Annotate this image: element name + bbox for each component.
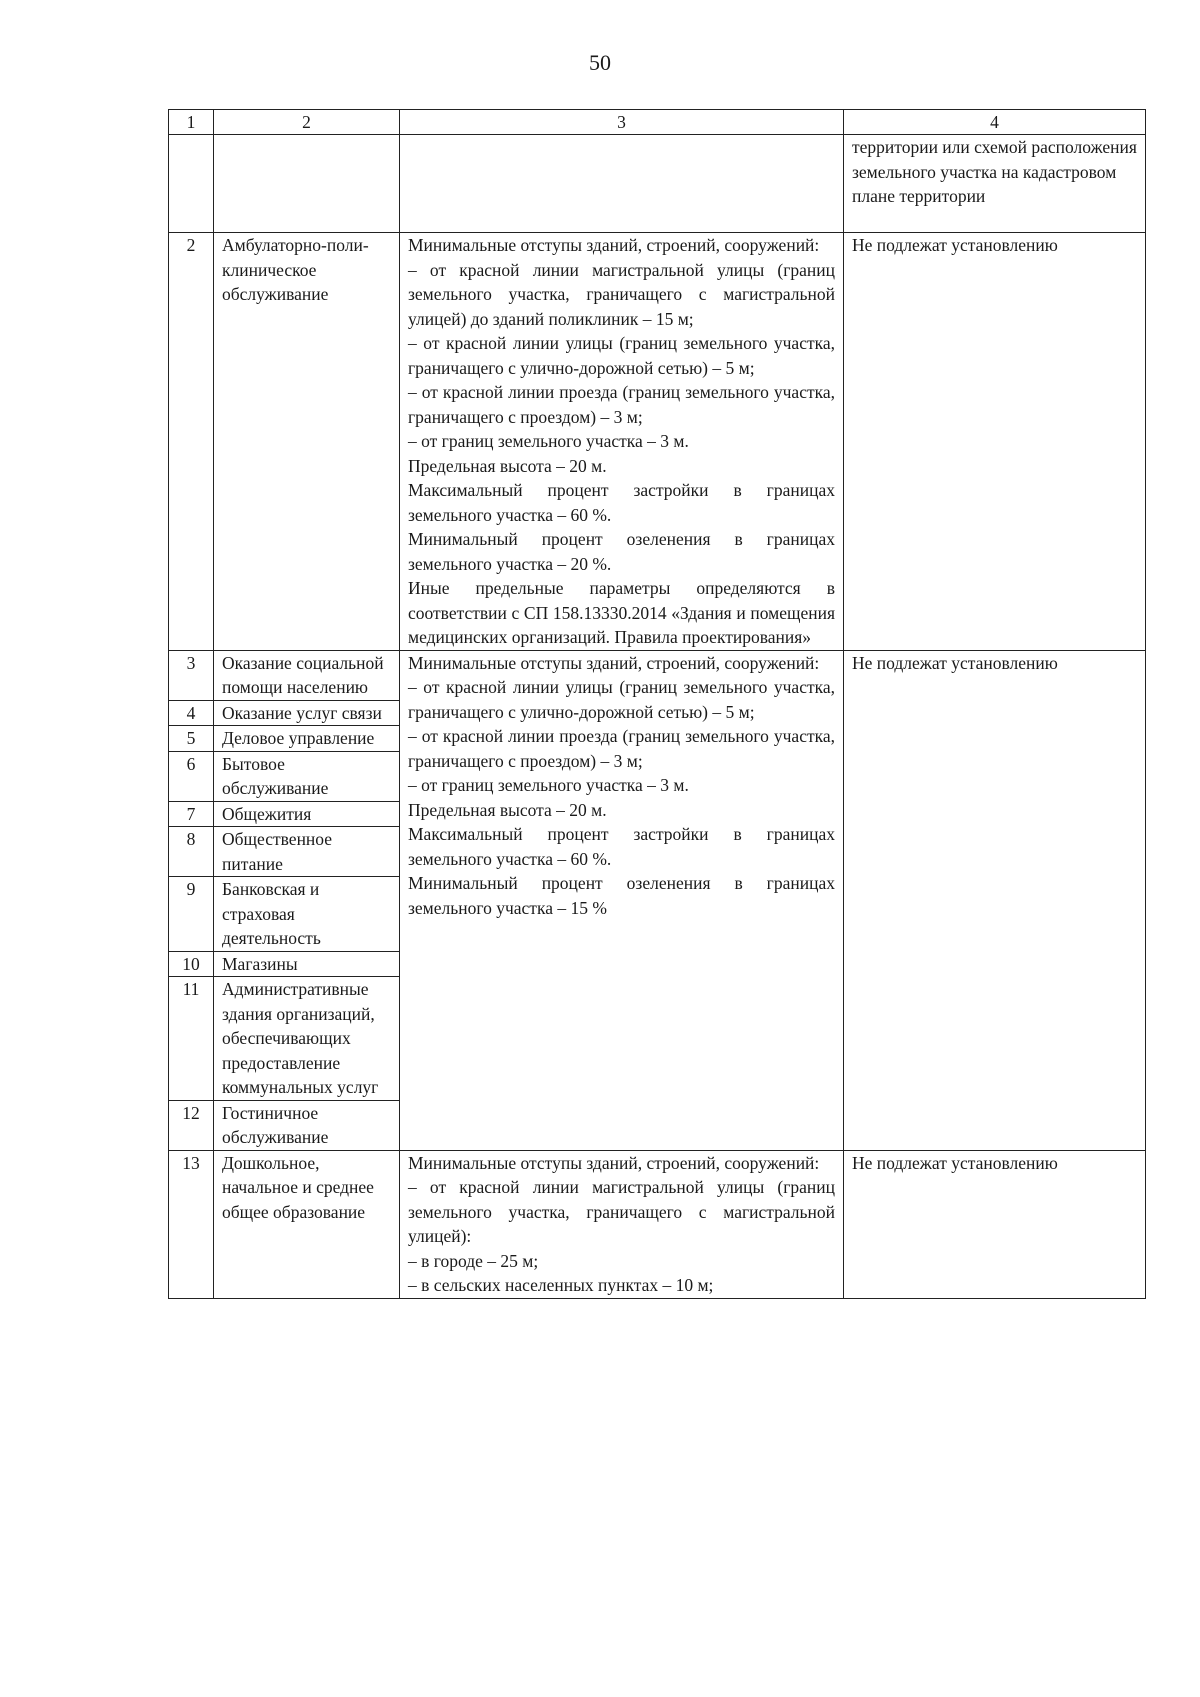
parameter-text: – в сельских населенных пунктах – 10 м; — [408, 1275, 714, 1295]
header-cell-1: 1 — [169, 110, 214, 135]
row-number: 10 — [169, 951, 214, 977]
parameter-text: Минимальный процент озеленения в границах земельного участка – 20 %. — [408, 529, 835, 574]
parameter-text: – от красной линии проезда (границ земельного участка, граничащего с проездом) – 3 м; — [408, 726, 835, 771]
restrictions-cell: Не подлежат установлению — [844, 1150, 1146, 1298]
parameter-text: Максимальный процент застройки в границах земельного участка – 60 %. — [408, 480, 835, 525]
parameters-cell — [400, 233, 844, 651]
page-number: 50 — [589, 50, 611, 75]
header-row — [169, 110, 1146, 135]
continuation-cell-params — [400, 135, 844, 233]
use-name: Банковская и страховая деятельность — [214, 877, 400, 952]
use-name: Оказание услуг связи — [214, 700, 400, 726]
parameter-text: – от красной линии магистральной улицы (границ земельного участка, граничащего с магистральной улицей) до зданий поликлиник – 15 м; — [408, 259, 835, 329]
row-number: 11 — [169, 977, 214, 1101]
continuation-row — [169, 135, 1146, 233]
use-name: Общежития — [214, 801, 400, 827]
use-name: Бытовое обслуживание — [214, 751, 400, 801]
use-name: Дошкольное, начальное и среднее общее образование — [214, 1150, 400, 1298]
row-number: 2 — [169, 233, 214, 651]
parameters-cell — [400, 1150, 844, 1298]
table-row — [169, 1150, 1146, 1298]
header-cell-4: 4 — [844, 110, 1146, 135]
use-name: Общественное питание — [214, 827, 400, 877]
use-name: Оказание социальной помощи населению — [214, 650, 400, 700]
use-name: Амбулаторно-поли-клиническое обслуживание — [214, 233, 400, 651]
parameter-text: – от красной линии улицы (границ земельного участка, граничащего с улично-дорожной сетью) – 5 м; — [408, 333, 835, 378]
restrictions-cell: Не подлежат установлению — [844, 233, 1146, 651]
row-number: 6 — [169, 751, 214, 801]
table-row — [169, 650, 1146, 700]
continuation-cell-name — [214, 135, 400, 233]
use-name: Гостиничное обслуживание — [214, 1100, 400, 1150]
parameter-text: Иные предельные параметры определяются в соответствии с СП 158.13330.2014 «Здания и помещения медицинских организаций. Правила проектирования» — [408, 578, 835, 647]
parameter-text: Предельная высота – 20 м. — [408, 799, 607, 820]
parameter-text: Минимальные отступы зданий, строений, сооружений: — [408, 1152, 820, 1173]
row-number: 5 — [169, 726, 214, 752]
use-name: Деловое управление — [214, 726, 400, 752]
row-number: 13 — [169, 1150, 214, 1298]
row-number: 3 — [169, 650, 214, 700]
header-cell-3: 3 — [400, 110, 844, 135]
parameter-text: Минимальные отступы зданий, строений, сооружений: — [408, 652, 820, 673]
parameter-text: – от красной линии магистральной улицы (границ земельного участка, граничащего с магистральной улицей): — [408, 1177, 835, 1246]
row-number: 9 — [169, 877, 214, 952]
row-number: 12 — [169, 1100, 214, 1150]
continuation-cell-num — [169, 135, 214, 233]
restrictions-cell: Не подлежат установлению — [844, 650, 1146, 1150]
row-number: 4 — [169, 700, 214, 726]
parameter-text: – от красной линии проезда (границ земельного участка, граничащего с проездом) – 3 м; — [408, 382, 835, 427]
row-number: 8 — [169, 827, 214, 877]
header-cell-2: 2 — [214, 110, 400, 135]
continuation-cell-restrictions: территории или схемой расположения земельного участка на кадастровом плане территории — [844, 135, 1146, 233]
parameter-text: Минимальный процент озеленения в границах земельного участка – 15 % — [408, 873, 835, 918]
parameter-text: – в городе – 25 м; — [408, 1250, 539, 1271]
parameters-cell — [400, 650, 844, 1150]
parameter-text: Предельная высота – 20 м. — [408, 455, 607, 476]
row-number: 7 — [169, 801, 214, 827]
parameter-text: – от красной линии улицы (границ земельного участка, граничащего с улично-дорожной сетью) – 5 м; — [408, 677, 835, 722]
parameter-text: – от границ земельного участка – 3 м. — [408, 775, 689, 795]
use-name: Магазины — [214, 951, 400, 977]
parameter-text: – от границ земельного участка – 3 м. — [408, 431, 689, 451]
parameter-text: Минимальные отступы зданий, строений, сооружений: — [408, 235, 820, 255]
regulations-table — [168, 109, 1146, 1299]
parameter-text: Максимальный процент застройки в границах земельного участка – 60 %. — [408, 824, 835, 869]
use-name: Административные здания организаций, обеспечивающих предоставление коммунальных услуг — [214, 977, 400, 1101]
table-row — [169, 233, 1146, 651]
